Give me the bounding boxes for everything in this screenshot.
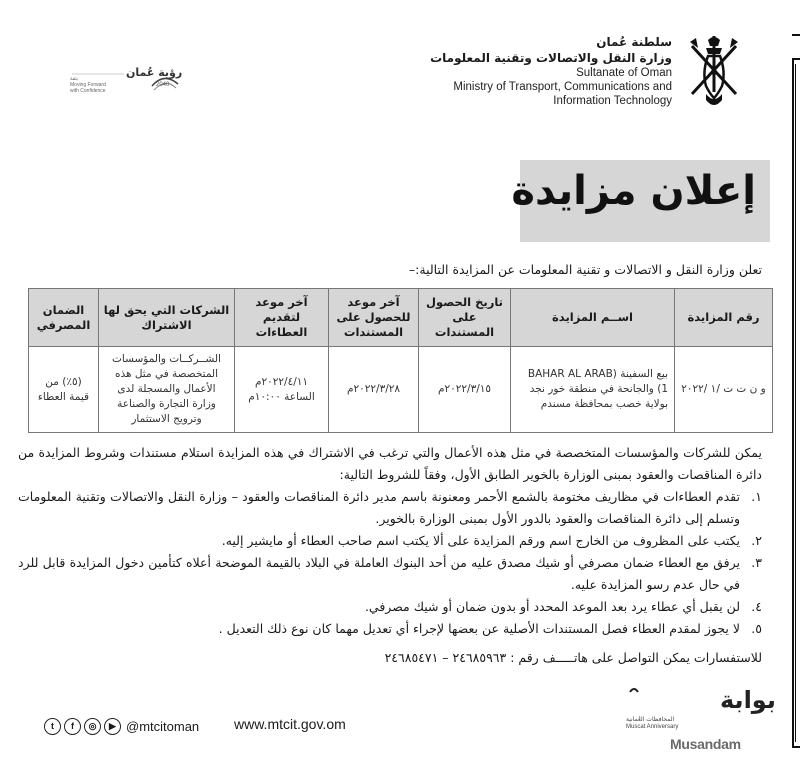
vision-tagline-ar: بثقة xyxy=(70,76,79,82)
org-name-en-1: Sultanate of Oman xyxy=(576,67,672,79)
table-row xyxy=(29,347,773,433)
conditions-list xyxy=(18,486,762,640)
tender-table xyxy=(28,288,773,433)
condition-number: ٣. xyxy=(751,555,762,570)
facebook-icon[interactable]: f xyxy=(64,718,81,735)
cell-docs-deadline: ٢٠٢٢/٣/٢٨م xyxy=(329,347,419,433)
list-item xyxy=(18,530,762,552)
watermark-text: Musandam xyxy=(670,736,741,752)
edge-frame-inner xyxy=(795,64,800,742)
footer-brand-logo xyxy=(620,682,776,742)
header-bank-guarantee: الضمان المصرفي xyxy=(29,289,99,347)
condition-text: لا يجوز لمقدم العطاء فصل المستندات الأصلية عن بعضها لإجراء أي تعديل مهما كان نوع ذلك التعديل . xyxy=(218,621,740,636)
list-item xyxy=(18,618,762,640)
org-name-en-2: Ministry of Transport, Communications and xyxy=(453,81,672,93)
website-link[interactable]: www.mtcit.gov.om xyxy=(234,716,346,732)
header-docs-deadline: آخر موعد للحصول على المستندات xyxy=(329,289,419,347)
cell-tender-number: و ن ت ت /١ /٢٠٢٢ xyxy=(675,347,773,433)
header-docs-date: تاريخ الحصول على المستندات xyxy=(419,289,511,347)
adjacent-page-edge xyxy=(790,0,800,760)
condition-text: يكتب على المظروف من الخارج اسم ورقم المزايدة على ألا يكتب اسم صاحب العطاء أو مايشير إليه. xyxy=(221,533,740,548)
list-item xyxy=(18,552,762,596)
cell-bank-guarantee: (٥٪) من قيمة العطاء xyxy=(29,347,99,433)
org-name-en-3: Information Technology xyxy=(553,95,672,107)
social-handle[interactable]: @mtcitoman xyxy=(126,718,200,734)
brand-logo-icon xyxy=(620,682,776,716)
org-name-ar-1: سلطنة عُمان xyxy=(596,35,672,49)
body-paragraph xyxy=(18,442,762,486)
vision-text-ar: رؤية عُمان xyxy=(126,66,183,79)
header-tender-name: اســم المزايدة xyxy=(511,289,675,347)
list-item xyxy=(18,486,762,530)
condition-number: ٤. xyxy=(751,599,762,614)
title-banner xyxy=(511,160,770,242)
youtube-icon[interactable]: ▶ xyxy=(104,718,121,735)
header-bid-deadline: آخر موعد لتقديم العطاءات xyxy=(235,289,329,347)
intro-text: تعلن وزارة النقل و الاتصالات و تقنية المعلومات عن المزايدة التالية:– xyxy=(408,262,762,277)
condition-text: تقدم العطاءات في مظاريف مختومة بالشمع الأحمر ومعنونة باسم مدير دائرة المناقصات والعقود – وزارة النقل والاتصالات وتقنية المعلومات وتسلم إلى دائرة المناقصات والعقود بالدور الأول بمبنى الوزارة بالخوير. xyxy=(18,489,740,526)
condition-text: يرفق مع العطاء ضمان مصرفي أو شيك مصدق عليه من أحد البنوك العاملة في البلاد بالقيمة الموضحة أعلاه كتأمين دخول المزايدة قابل للرد في حال عدم رسو المزايدة عليه. xyxy=(18,555,740,592)
brand-sub-en: Muscat Anniversary xyxy=(626,724,679,730)
brand-sub-ar: المحافظات العُمانية xyxy=(626,716,675,723)
brand-logo-text: بوابة xyxy=(720,686,776,714)
cell-eligible-companies: الشــركــات والمؤسسات المتخصصة في مثل هذه الأعمال والمسجلة لدى وزارة التجارة والصناعة وترويج الاستثمار xyxy=(99,347,235,433)
instagram-icon[interactable]: ◎ xyxy=(84,718,101,735)
oman-emblem-icon xyxy=(688,32,740,110)
condition-number: ٢. xyxy=(751,533,762,548)
org-name-ar-2: وزارة النقل والاتصالات وتقنية المعلومات xyxy=(430,51,672,65)
ministry-name-block xyxy=(372,34,672,108)
vision-tagline-en-2: with Confidence xyxy=(70,88,106,94)
page-title: إعلان مزايدة xyxy=(511,168,756,214)
condition-text: لن يقبل أي عطاء يرد بعد الموعد المحدد أو بدون ضمان أو شيك مصرفي. xyxy=(364,599,740,614)
social-links xyxy=(44,716,199,736)
cell-docs-date: ٢٠٢٢/٣/١٥م xyxy=(419,347,511,433)
header-eligible-companies: الشركات التي يحق لها الاشتراك xyxy=(99,289,235,347)
header-tender-number: رقم المزايدة xyxy=(675,289,773,347)
contact-info: للاستفسارات يمكن التواصل على هاتـــــف رقم : ٢٤٦٨٥٩٦٣ – ٢٤٦٨٥٤٧١ xyxy=(384,650,762,665)
vision-tagline-en-1: Moving Forward xyxy=(70,82,106,88)
twitter-icon[interactable]: t xyxy=(44,718,61,735)
vision-tagline xyxy=(70,76,130,94)
cell-tender-name: بيع السفينة (BAHAR AL ARAB 1) والجانحة في منطقة خور نجد بولاية خصب بمحافظة مسندم xyxy=(511,347,675,433)
condition-number: ٥. xyxy=(751,621,762,636)
condition-number: ١. xyxy=(751,489,762,504)
vision-year: 2040 xyxy=(156,82,170,88)
list-item xyxy=(18,596,762,618)
edge-dash xyxy=(792,34,800,36)
table-header-row xyxy=(29,289,773,347)
body-paragraph-text: يمكن للشركات والمؤسسات المتخصصة في مثل هذه الأعمال والتي ترغب في الاشتراك في هذه المزايدة استلام مستندات وشروط المزايدة من دائرة المناقصات والعقود بمبنى الوزارة بالخوير الطابق الأول، وفقاً للشروط التالية: xyxy=(18,445,762,482)
cell-bid-deadline: ٢٠٢٢/٤/١١م الساعة ١٠:٠٠م xyxy=(235,347,329,433)
